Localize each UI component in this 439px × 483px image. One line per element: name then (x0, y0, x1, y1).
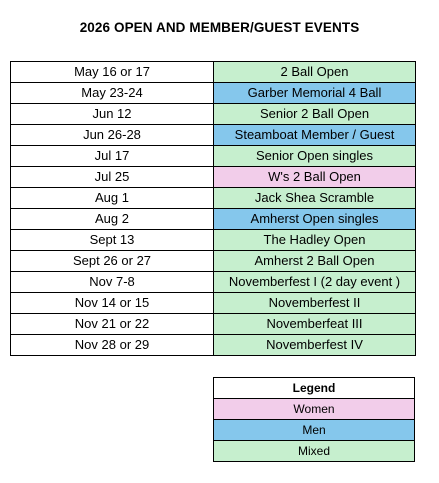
event-name: Novemberfest IV (214, 335, 416, 356)
legend-item-mixed: Mixed (214, 441, 415, 462)
page-title: 2026 OPEN AND MEMBER/GUEST EVENTS (79, 20, 360, 35)
event-row (11, 209, 416, 230)
event-date: Aug 1 (11, 188, 214, 209)
event-name: Steamboat Member / Guest (214, 125, 416, 146)
event-date: Jun 12 (11, 104, 214, 125)
event-date: Nov 21 or 22 (11, 314, 214, 335)
event-row (11, 146, 416, 167)
event-row (11, 293, 416, 314)
legend-row (214, 420, 415, 441)
event-row (11, 251, 416, 272)
legend-title: Legend (214, 378, 415, 399)
event-date: Aug 2 (11, 209, 214, 230)
event-name: Novemberfest I (2 day event ) (214, 272, 416, 293)
legend-row (214, 399, 415, 420)
event-row (11, 272, 416, 293)
legend-row (214, 441, 415, 462)
event-date: Jul 25 (11, 167, 214, 188)
event-row (11, 314, 416, 335)
event-row (11, 230, 416, 251)
legend-item-women: Women (214, 399, 415, 420)
legend-table-body (214, 378, 415, 462)
legend-item-men: Men (214, 420, 415, 441)
event-name: Senior 2 Ball Open (214, 104, 416, 125)
event-name: The Hadley Open (214, 230, 416, 251)
event-name: Jack Shea Scramble (214, 188, 416, 209)
event-name: Amherst 2 Ball Open (214, 251, 416, 272)
event-date: May 23-24 (11, 83, 214, 104)
legend-table (213, 377, 415, 462)
event-row (11, 62, 416, 83)
event-name: Novemberfeat III (214, 314, 416, 335)
event-row (11, 125, 416, 146)
event-name: Garber Memorial 4 Ball (214, 83, 416, 104)
event-date: Nov 14 or 15 (11, 293, 214, 314)
event-date: May 16 or 17 (11, 62, 214, 83)
event-name: Amherst Open singles (214, 209, 416, 230)
event-name: 2 Ball Open (214, 62, 416, 83)
events-table-body (11, 62, 416, 356)
event-row (11, 167, 416, 188)
event-date: Jun 26-28 (11, 125, 214, 146)
event-name: W's 2 Ball Open (214, 167, 416, 188)
legend-header-row (214, 378, 415, 399)
event-name: Novemberfest II (214, 293, 416, 314)
event-name: Senior Open singles (214, 146, 416, 167)
event-date: Sept 13 (11, 230, 214, 251)
event-date: Jul 17 (11, 146, 214, 167)
event-date: Nov 28 or 29 (11, 335, 214, 356)
event-row (11, 188, 416, 209)
events-table (10, 61, 416, 356)
event-date: Nov 7-8 (11, 272, 214, 293)
event-date: Sept 26 or 27 (11, 251, 214, 272)
event-row (11, 83, 416, 104)
event-row (11, 104, 416, 125)
event-row (11, 335, 416, 356)
